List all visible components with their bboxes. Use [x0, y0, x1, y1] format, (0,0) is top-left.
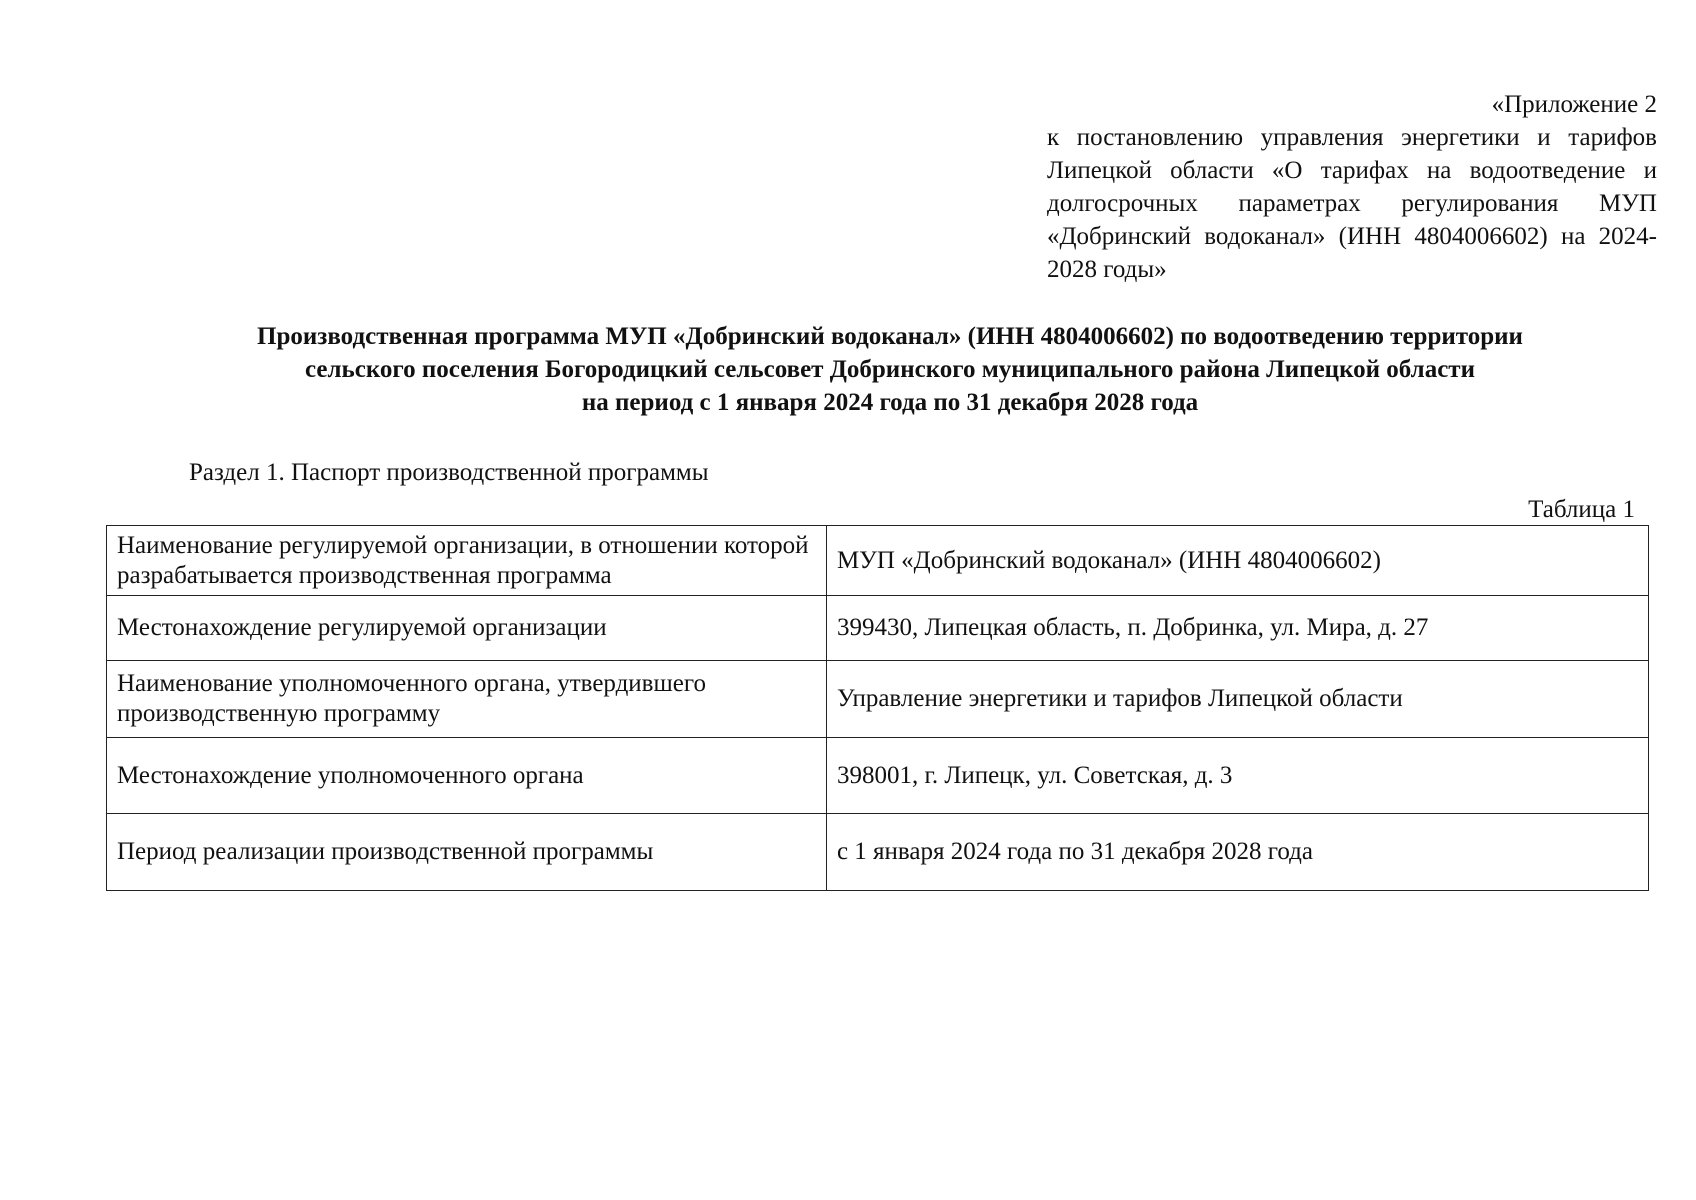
row-label: Местонахождение уполномоченного органа: [107, 738, 827, 814]
appendix-reference: к постановлению управления энергетики и тарифов Липецкой области «О тарифах на водоотведение и долгосрочных параметрах регулирования МУП «Добринский водоканал» (ИНН 4804006602) на 2024-2028 годы»: [1047, 124, 1657, 283]
passport-table: [106, 525, 1649, 891]
document-title-line-1: Производственная программа МУП «Добринский водоканал» (ИНН 4804006602) по водоотведению территории: [257, 323, 1523, 350]
table-row: [107, 596, 1649, 661]
row-value: с 1 января 2024 года по 31 декабря 2028 года: [826, 814, 1648, 891]
row-label: Местонахождение регулируемой организации: [107, 596, 827, 661]
row-value: 399430, Липецкая область, п. Добринка, ул. Мира, д. 27: [826, 596, 1648, 661]
appendix-block: [1047, 88, 1657, 286]
document-title-line-2: сельского поселения Богородицкий сельсовет Добринского муниципального района Липецкой области: [305, 356, 1475, 383]
document-title: [100, 320, 1680, 419]
row-label: Наименование уполномоченного органа, утвердившего производственную программу: [107, 661, 827, 738]
row-label: Наименование регулируемой организации, в отношении которой разрабатывается производственная программа: [107, 526, 827, 596]
section-title: Раздел 1. Паспорт производственной программы: [189, 459, 709, 486]
table-row: [107, 526, 1649, 596]
row-value: МУП «Добринский водоканал» (ИНН 4804006602): [826, 526, 1648, 596]
document-title-line-3: на период с 1 января 2024 года по 31 декабря 2028 года: [581, 389, 1199, 416]
row-label: Период реализации производственной программы: [107, 814, 827, 891]
row-value: Управление энергетики и тарифов Липецкой области: [826, 661, 1648, 738]
table-caption: Таблица 1: [1528, 496, 1635, 523]
table-row: [107, 661, 1649, 738]
row-value: 398001, г. Липецк, ул. Советская, д. 3: [826, 738, 1648, 814]
appendix-number: «Приложение 2: [1491, 91, 1657, 118]
table-row: [107, 814, 1649, 891]
table-row: [107, 738, 1649, 814]
